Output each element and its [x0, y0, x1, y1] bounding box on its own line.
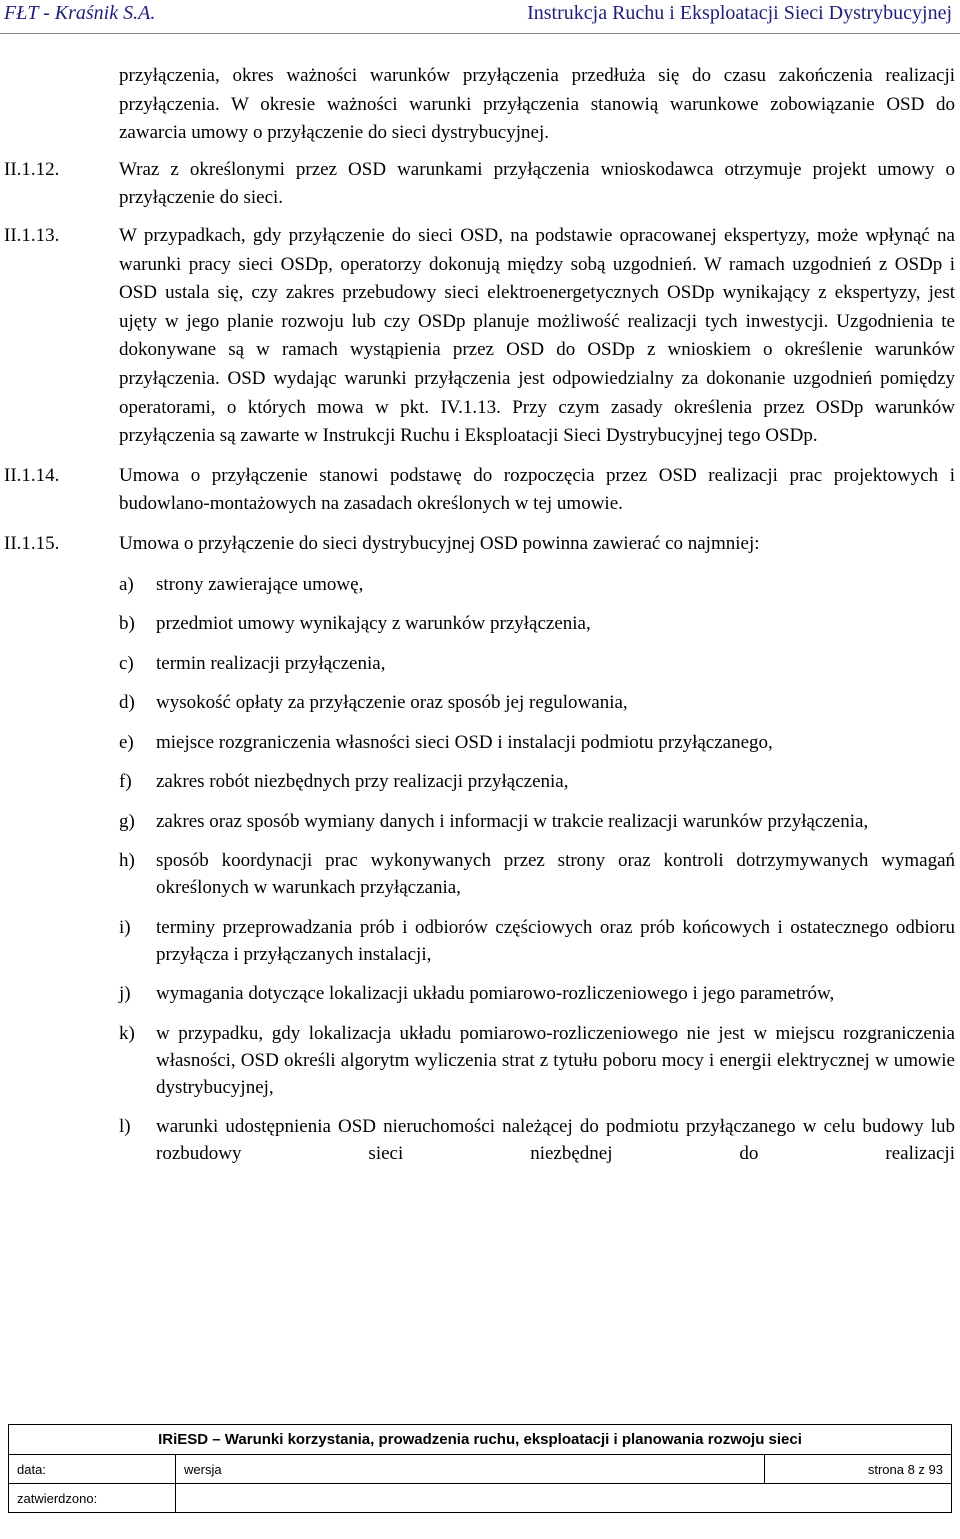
document-body — [0, 62, 960, 1180]
paragraph-text: W przypadkach, gdy przyłączenie do sieci OSD, na podstawie opracowanej ekspertyzy, może wpłynąć na warunki pracy sieci OSDp, operatorzy dokonują między sobą uzgodnień. W ramach uzgodnień z OSDp i OSD ustala się, czy zakres przebudowy sieci elektroenergetycznych OSDp wynikający z ekspertyzy, jest ujęty w jego planie rozwoju lub czy OSDp planuje możliwość realizacji tych inwestycji. Uzgodnienia te dokonywane są w ramach wystąpienia przez OSD do OSDp z wnioskiem o określenie warunków przyłączenia. OSD wydając warunki przyłączenia jest odpowiedzialny za dokonanie uzgodnień pomiędzy operatorami, o których mowa w pkt. IV.1.13. Przy czym zasady określenia przez OSDp warunków przyłączenia są zawarte w Instrukcji Ruchu i Eksploatacji Sieci Dystrybucyjnej tego OSDp. — [119, 224, 955, 447]
list-item — [119, 847, 955, 901]
list-item-text: wymagania dotyczące lokalizacji układu pomiarowo-rozliczeniowego i jego parametrów, — [156, 983, 835, 1004]
list-item-text: termin realizacji przyłączenia, — [156, 652, 386, 674]
footer-approved-value — [176, 1484, 952, 1513]
paragraph-number: II.1.13. — [4, 224, 60, 246]
list-item — [119, 1113, 955, 1167]
list-item-label: f) — [119, 771, 132, 792]
list-item-text: strony zawierające umowę, — [156, 573, 364, 595]
list-item — [119, 571, 955, 598]
list-item — [119, 914, 955, 968]
footer-version-label: wersja — [176, 1455, 765, 1484]
footer-date-label: data: — [9, 1455, 176, 1484]
paragraph-II-1-12 — [0, 156, 960, 213]
paragraph-II-1-13 — [0, 222, 960, 451]
list-item — [119, 980, 955, 1007]
list-item-label: g) — [119, 810, 135, 832]
header-divider — [0, 33, 960, 34]
list-item-text: warunki udostępnienia OSD nieruchomości należącej do podmiotu przyłączanego w celu budowy lub rozbudowy sieci niezbędnej do realizacji — [156, 1116, 955, 1164]
footer-approved-label: zatwierdzono: — [9, 1484, 176, 1513]
list-item-label: l) — [119, 1116, 131, 1137]
header-company: FŁT - Kraśnik S.A. — [4, 2, 156, 24]
list-item — [119, 1020, 955, 1101]
paragraph-number: II.1.14. — [4, 464, 60, 486]
list-item — [119, 808, 955, 835]
list-item-text: w przypadku, gdy lokalizacja układu pomiarowo-rozliczeniowego nie jest w miejscu rozgraniczenia własności, OSD określi algorytm wyliczenia strat z tytułu poboru mocy i energii elektrycznej w umowie dystrybucyjnej, — [156, 1022, 955, 1098]
page-header — [0, 0, 960, 38]
list-item-label: c) — [119, 652, 134, 674]
paragraph-continuation — [0, 62, 960, 148]
list-item-text: terminy przeprowadzania prób i odbiorów częściowych oraz prób końcowych i ostatecznego odbioru przyłącza i przyłączanych instalacji, — [156, 916, 955, 965]
paragraph-II-1-14 — [0, 462, 960, 519]
list-item — [119, 729, 955, 756]
list-item-label: k) — [119, 1022, 135, 1044]
paragraph-number: II.1.12. — [4, 158, 60, 180]
footer-table — [8, 1424, 952, 1513]
footer-title: IRiESD – Warunki korzystania, prowadzenia ruchu, eksploatacji i planowania rozwoju sieci — [9, 1425, 952, 1455]
list-item-label: h) — [119, 850, 135, 871]
list-item — [119, 610, 955, 637]
list-item-label: i) — [119, 916, 131, 938]
page-footer — [8, 1424, 952, 1513]
list-item-text: zakres robót niezbędnych przy realizacji przyłączenia, — [156, 771, 569, 792]
list-item — [119, 768, 955, 795]
paragraph-text: przyłączenia, okres ważności warunków przyłączenia przedłuża się do czasu zakończenia realizacji przyłączenia. W okresie ważności warunki przyłączenia stanowią warunkowe zobowiązanie OSD do zawarcia umowy o przyłączenie do sieci dystrybucyjnej. — [119, 65, 955, 144]
contract-requirements-list — [119, 571, 955, 1168]
list-item-label: d) — [119, 692, 135, 713]
header-document-title: Instrukcja Ruchu i Eksploatacji Sieci Dystrybucyjnej — [527, 2, 952, 24]
paragraph-text: Wraz z określonymi przez OSD warunkami przyłączenia wnioskodawca otrzymuje projekt umowy o przyłączenie do sieci. — [119, 158, 955, 209]
list-item — [119, 650, 955, 677]
list-item-text: miejsce rozgraniczenia własności sieci OSD i instalacji podmiotu przyłączanego, — [156, 731, 773, 753]
list-item-label: j) — [119, 983, 131, 1004]
list-item-label: b) — [119, 613, 135, 634]
list-item-text: wysokość opłaty za przyłączenie oraz sposób jej regulowania, — [156, 692, 628, 713]
list-item-label: e) — [119, 731, 134, 753]
list-item-text: przedmiot umowy wynikający z warunków przyłączenia, — [156, 613, 591, 634]
list-item-text: sposób koordynacji prac wykonywanych przez strony oraz kontroli dotrzymywanych wymagań określonych w warunkach przyłączania, — [156, 850, 955, 898]
footer-page-number: strona 8 z 93 — [765, 1455, 952, 1484]
paragraph-text: Umowa o przyłączenie do sieci dystrybucyjnej OSD powinna zawierać co najmniej: — [119, 532, 760, 554]
list-item-text: zakres oraz sposób wymiany danych i informacji w trakcie realizacji warunków przyłączenia, — [156, 810, 869, 832]
list-item-label: a) — [119, 573, 134, 595]
paragraph-number: II.1.15. — [4, 532, 60, 554]
list-item — [119, 689, 955, 716]
paragraph-II-1-15 — [0, 530, 960, 559]
paragraph-text: Umowa o przyłączenie stanowi podstawę do rozpoczęcia przez OSD realizacji prac projektowych i budowlano-montażowych na zasadach określonych w tej umowie. — [119, 464, 955, 515]
